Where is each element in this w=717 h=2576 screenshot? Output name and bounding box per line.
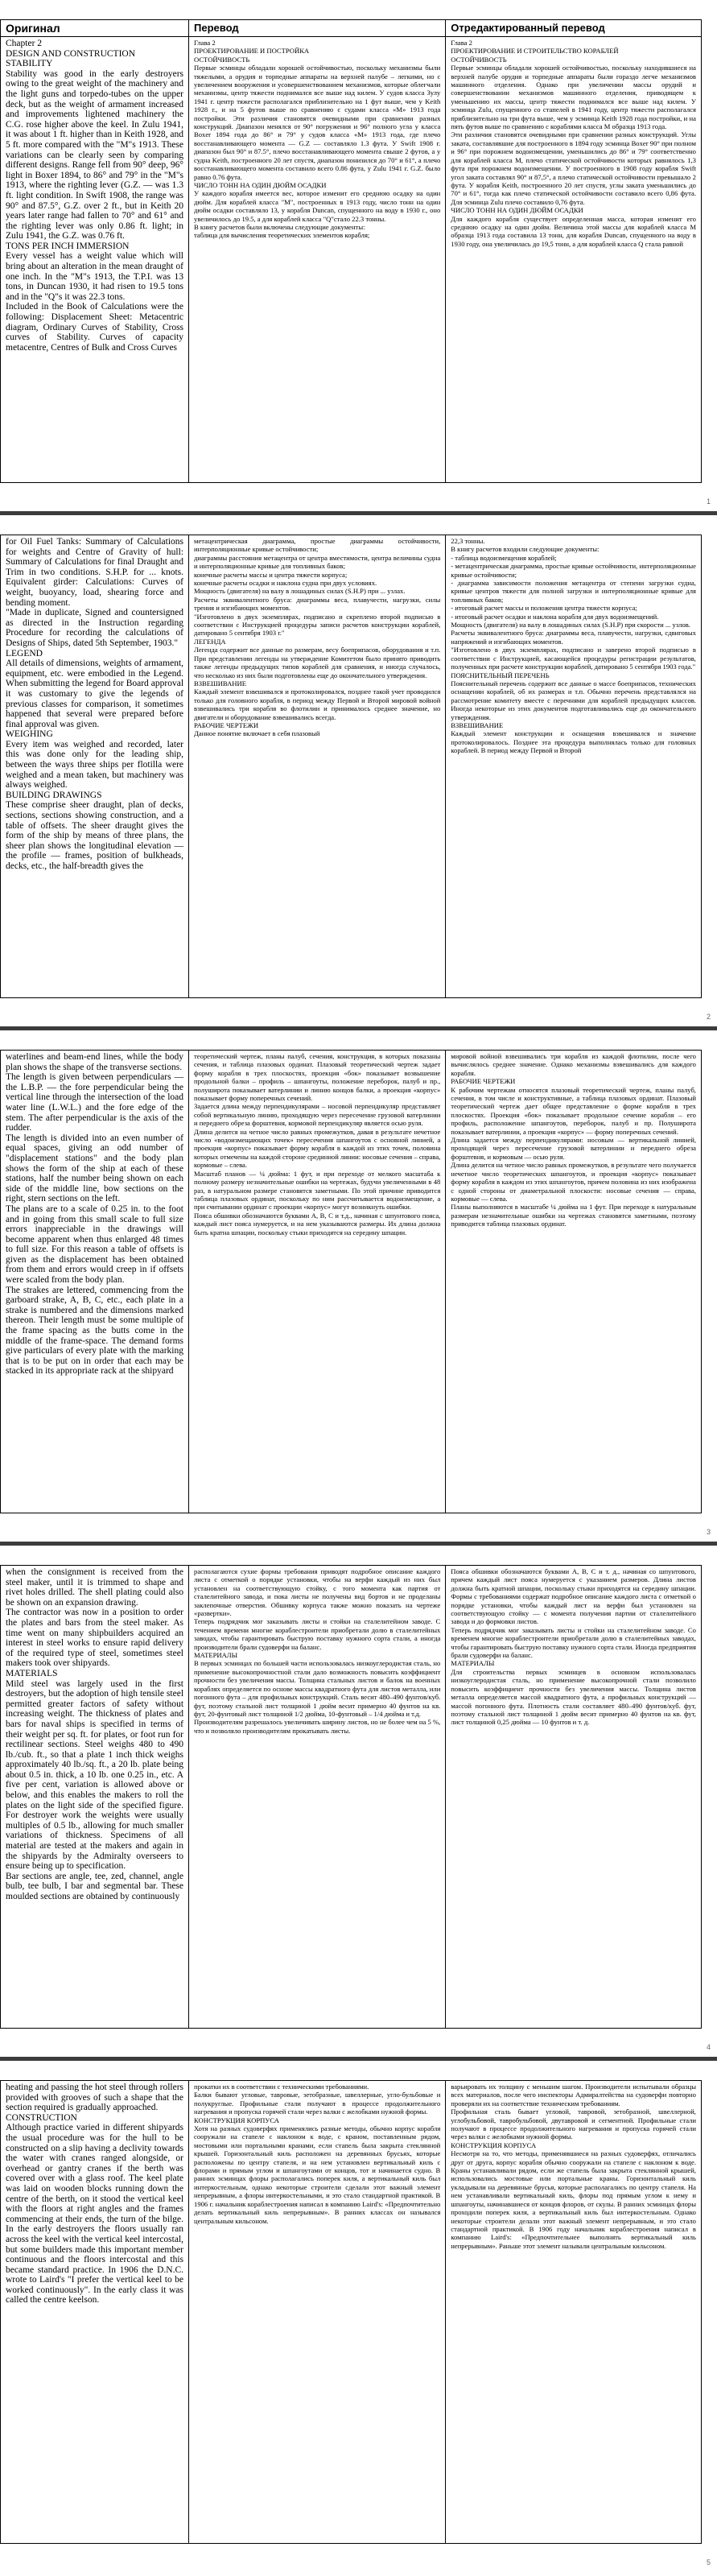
original-column [1,20,189,482]
page-number: 1 [706,497,711,506]
document-page-1 [0,0,717,515]
translation-column-header: Перевод [189,22,445,37]
edited-column [446,20,701,482]
original-column [1,1051,189,1513]
translation-text: метацентрическая диаграмма, простые диаграммы остойчивости, интерполяционные кривые остойчивости; диаграммы расстояния метацентра от центра вместимости, центра величины судна и интерполяционные кривые для топливных баков; конечные расчеты массы и центра тяжести корпуса; конечные расчеты осадки и наклона судна при двух условиях. Мощность (двигателя) на валу в лошадиных силах (S.H.P) при ... узлах. Расчеты эквивалентного бруса: диаграммы веса, плавучести, нагрузки, силы трения и изгибающих моментов. "Изготовлено в двух экземплярах, подписано и скреплено второй подписью в соответствии с Инструкцией процедуры записи расчетов конструкции кораблей, датировано 5 сентября 1903 г." ЛЕГЕНДА Легенда содержит все данные по размерам, весу боеприпасов, оборудования и т.п. При представлении легенды на утверждение Комитетом было принято приводить также легенды предыдущих типов кораблей для сравнения, и иногда случалось, что несколько из них были подготовлены еще до окончательного утверждения. ВЗВЕШИВАНИЕ Каждый элемент взвешивался и протоколировался, позднее такой учет проводился только для головного корабля, в период между Первой и Второй мировой войной взвешивались три корабля во флотилии и принималось среднее значение, но двигатели и оборудование взвешивались всегда. РАБОЧИЕ ЧЕРТЕЖИ Данное понятие включает в себя плазовый [194,537,441,738]
edited-text: Глава 2 ПРОЕКТИРОВАНИЕ И СТРОИТЕЛЬСТВО КОРАБЛЕЙ ОСТОЙЧИВОСТЬ Первые эсминцы обладали хорошей остойчивостью, поскольку находившиеся на верхней палубе орудия и торпедные аппараты были гораздо легче механизмов машинного отделения. Однако при увеличении массы орудий и совершенствовании механизмов машинного отделения, приводящем к уменьшению их массы, центр тяжести поднимался все выше над килем. У эсминца Zulu, спущенного со стапелей в 1941 году, центр тяжести располагался приблизительно на три фута выше, чем у эсминца Keith 1928 года постройки, и на пять футов выше по сравнению с кораблями класса M образца 1913 года. Эти различия становятся очевидными при сравнении разных конструкций. Углы заката, составлявшие для построенного в 1894 году эсминца Boxer 90° при полном и 96° при порожнем водоизмещении, уменьшились до 86° и 79° соответственно для кораблей класса M, плечо статической остойчивости которых равнялось 1,3 фута при порожнем водоизмещении. У построенного в 1908 году корабля Swift угол заката составлял 90° и 87,5°, а плечо статической остойчивости превышало 2 фута. У корабля Keith, построенного 20 лет спустя, углы заката уменьшились до 70° и 61°, тогда как плечо статической остойчивости составило всего 0,86 фута. Для эсминца Zulu плечо составило 0,76 фута. ЧИСЛО ТОНН НА ОДИН ДЮЙМ ОСАДКИ Для каждого корабля существует определенная масса, которая изменит его среднюю осадку на один дюйм. Величина этой массы для кораблей класса M образца 1913 года составила 13 тонн, для корабля Duncan, спущенного на воду в 1930 году, она увеличилась до 19,5 тонн, а для кораблей класса Q стала равной [451,39,696,248]
original-column-header: Оригинал [1,22,188,37]
document-page-2 [0,515,717,1030]
original-text: heating and passing the hot steel through rollers provided with grooves of such a shape that the section required is gradually approached. CONSTRUCTION Although practice varied in different shipyards the usual procedure was for the hull to be constructed on a slip having a declivity towards the water with cranes ranged alongside, or overhead or gantry cranes if the berth was covered over with a glass roof. The keel plate was laid on wooden blocks running down the centre of the berth, on it stood the vertical keel with the floors at right angles and the frames commencing at their ends, the turn of the bilge. In the early destroyers the floors usually ran across the keel with the vertical keel intercostal, but some builders made this important member continuous and the floors intercostal and this became standard practice. In 1906 the D.N.C. wrote to Laird's "I prefer the vertical keel to be worked continuously". In the early class it was called the centre keelson. [6,2083,184,2306]
edited-text: мировой войной взвешивались три корабля из каждой флотилии, после чего вычислялось среднее значение. Однако механизмы взвешивались для каждого корабля. РАБОЧИЕ ЧЕРТЕЖИ К рабочим чертежам относятся плазовый теоретический чертеж, планы палуб, сечения, в том числе и конструктивные, а таблица плазовых ординат. Плазовый теоретический чертеж дает общее представление о форме корабля в трех плоскостях. Проекция «бок» показывает продольное сечение корабля – его профиль, расположение шпангоутов, переборок, палуб и пр. Полуширота показывает ватерлинии, а проекция «корпус» — форму поперечных сечений. Длина задается между перпендикулярами: носовым — вертикальной линией, проходящей через пересечение грузовой ватерлинии и переднего обреза форштевня, и кормовым — осью руля. Длина делится на четное число равных промежутков, в результате чего получается нечетное число теоретических шпангоутов, и проекция «корпус» показывает форму корабля в каждом из этих шпангоутов, причем половина из них изображена с одной стороны от диаметральной плоскости: носовые сечения — справа, кормовые — слева. Планы выполняются в масштабе ¼ дюйма на 1 фут. При переходе к натуральным размерам незначительные ошибки на чертежах становятся заметными, поэтому приводится таблица плазовых ординат. [451,1052,696,1228]
translation-text: располагаются сухие формы требования приводят подробное описание каждого листа с отметкой о порядке установки, чтобы на верфи каждый из них был установлен на соответствующую стойку, с того момента как партия от сталелитейного завода, и пока листы не получены вид бортов и не проделаны заклепочные отверстия. Обшивку корпуса также можно показать на чертеже «развертки». Теперь подрядчик мог заказывать листы и стойки на сталелитейном заводе. С течением времени многие кораблестроители приобретали долю в сталелитейных заводах, чтобы гарантировать быструю поставку нужного сорта стали, а иногда производители брали судоверфи на баланс. МАТЕРИАЛЫ В первых эсминцах по большей части использовалась низкоуглеродистая сталь, но применение высокопрочностной стали дало возможность повысить коэффициент прочности без увеличения массы. Толщина стальных листов и балок на военных кораблях определяется по основе массы квадратного фута для листов металла, или погонного фута – для профильных конструкций. Сталь весит 480–490 фунтов/куб. фут, поэтому стальной лист толщиной 1 дюйм весит примерно 40 фунтов на кв. фут, 20-фунтовый лист толщиной 1/2 дюйма, 10-фунтовый – 1/4 дюйма и т.д. Производителям разрешалось увеличивать ширину листов, но не более чем на 5 %, что и позволяло производителям прокатывать листы. [194,1567,441,1735]
translation-text: прокатки их в соответствии с техническими требованиями. Балки бывают угловые, тавровые, зетобразные, швеллерные, угло-бульбовые и полукруглые. Профильные стали получают в процессе продолжительного нагревания и пропуска горячей стали через валки с желобками нужной формы. КОНСТРУКЦИЯ КОРПУСА Хотя на разных судоверфях применялись разные методы, обычно корпус корабля сооружали на стапеле с наклоном к воде, с краном, поставленным рядом, мостовыми или портальными кранами, если стапель была закрыта стеклянной крышей. Горизонтальный киль расположен на деревянных брусьях, которые расположены по центру стапеля, и на нем установлен вертикальный киль с флорами и прямым углом и шпангоутами от концов, тот и начинается судно. В ранних эсминцах флоры располагались поперек киля, а вертикальный киль был интеркостельным, однако некоторые строители сделали этот важный элемент непрерывным, а флоры интеркостельными, и это стало стандартной практикой. В 1906 г. начальник кораблестроения написал в компанию Laird's: «Предпочтительно делать вертикальный киль непрерывным». В ранних классах он назывался центральным кильсоном. [194,2083,441,2225]
translation-column [189,20,446,482]
original-text: when the consignment is received from the steel maker, until it is trimmed to shape and rivet holes drilled. The shell plating could also be shown on an expansion drawing. The contractor was now in a position to order the plates and bars from the steel maker. As time went on many shipbuilders acquired an interest in steel works to ensure rapid delivery of the required type of steel, sometimes steel makers took over shipyards. MATERIALS Mild steel was largely used in the first destroyers, but the adoption of high tensile steel permitted greater factors of safety without increasing weight. The thickness of plates and bars for naval ships is specified in terms of their weight per sq. ft. for plates, or foot run for rectilinear sections. Steel weighs 480 to 490 lb./cub. ft., so that a plate 1 inch thick weighs approximately 40 lb./sq. ft., a 20 lb. plate being about 0.5 in. thick, a 10 lb. one 0.25 in., etc. A five per cent, variation is allowed above or below, and this enables the makers to roll the plates on the light side of the specified figure. For destroyer work the weights were usually multiples of 0.5 lb., allowing for much smaller variations of thickness. Specimens of all material are tested at the makers and again in the shipyards by the Admiralty overseers to ensure being up to specification. Bar sections are angle, tee, zed, channel, angle bulb, tee bulb, I bar and segmental bar. These moulded sections are obtained by continuously [6,1567,184,1901]
page-number: 5 [706,2558,711,2566]
original-text: for Oil Fuel Tanks: Summary of Calculations for weights and Centre of Gravity of hull: Summary of Calculations for final Draught and Trim in two conditions. S.H.P. for ... knots. Equivalent girder: Calculations: Curves of weight, buoyancy, load, shearing force and bending moment. "Made in duplicate, Signed and countersigned as directed in the Instruction regarding Procedure for recording the calculations of Designs of Ships, dated 5th September, 1903." LEGEND All details of dimensions, weights of armament, equipment, etc. were embodied in the Legend. When submitting the legend for Board approval it was customary to give the legends of previous classes for comparison, it sometimes happened that several were prepared before final approval was given. WEIGHING Every item was weighed and recorded, later this was done only for the leading ship, between the ways three ships per flotilla were weighed and a mean taken, but machinery was always weighed. BUILDING DRAWINGS These comprise sheer draught, plan of decks, sections, sections showing construction, and a table of offsets. The sheer draught gives the form of the ship by means of three plans, the sheer plan shows the longitudinal elevation — the profile — frames, position of bulkheads, decks, etc., the half-breadth gives the [6,537,184,871]
page-number: 3 [706,1528,711,1536]
document-page-4 [0,1546,717,2061]
translation-column [189,1051,446,1513]
translation-table [0,535,702,998]
translation-text: Глава 2 ПРОЕКТИРОВАНИЕ И ПОСТРОЙКА ОСТОЙЧИВОСТЬ Первые эсминцы обладали хорошей остойчивостью, поскольку механизмы были тяжелыми, а орудия и торпедные аппараты на верхней палубе – легкими, но с увеличением вооружения и усовершенствованием механизмов, которые облегчали механизмы, центр тяжести поднимался все выше над килем. У судов класса Зулу 1941 г. центр тяжести располагался приблизительно на 1 фут выше, чем у Keith 1928 г., и на 5 футов выше по сравнению с судами класса «М» 1913 года постройки. Эти различия становятся очевидными при сравнении разных конструкций. Диапазон менялся от 90° погружения и 96° полного угла у класса Boxer 1894 года до 86° и 79° у судов класса «М» 1913 года, где плечо восстанавливающего момента — G.Z — составляло 1.3 фута. У Swift 1908 г. диапазон был 90° и 87.5°, плечо восстанавливающего момента свыше 2 футов, а у судна Keith, построенного 20 лет спустя, диапазон понизился до 70° и 61°, а плечо восстанавливающего момента составило всего 0.86 фута, у Zulu 1941 г. G.Z. было равно 0.76 фута. ЧИСЛО ТОНН НА ОДИН ДЮЙМ ОСАДКИ У каждого корабля имеется вес, которое изменит его среднюю осадку на один дюйм. Для кораблей класса "М", построенных в 1913 году, число тонн на один дюйм осадки составляло 13, у корабля Duncan, спущенного на воду в 1930 г., оно увеличилось до 19.5, а для кораблей класса "Q"стало 22.3 тонны. В книгу расчетов были включены следующие документы: таблица для вычисления теоретических элементов корабля; [194,39,441,240]
original-column [1,2081,189,2543]
page-number: 4 [706,2043,711,2051]
translation-column [189,535,446,997]
translation-table [0,19,702,483]
document-page-5 [0,2061,717,2576]
original-text: waterlines and beam-end lines, while the body plan shows the shape of the transverse sections. The length is given between perpendiculars — the L.B.P. — the fore perpendicular being the vertical line through the intersection of the load water line (L.W.L.) and the fore edge of the stem. The after perpendicular is the axis of the rudder. The length is divided into an even number of equal spaces, giving an odd number of "displacement stations" and the body plan shows the form of the ship at each of these stations, half the number being shown on each side of the middle line, bow sections on the right, stern sections on the left. The plans are to a scale of 0.25 in. to the foot and in going from this small scale to full size errors inappreciable in the drawings will become apparent when thus enlarged 48 times to full size. For this reason a table of offsets is given as the displacement has been obtained from them and errors would creep in if offsets were scaled from the body plan. The strakes are lettered, commencing from the garboard strake, A, B, C, etc., each plate in a strake is numbered and the dimensions marked thereon. Their length must be some multiple of the frame spacing as the butts come in the middle of the frame-space. The demand forms give particulars of every plate with the marking that is to be put on in order that each may be stacked in its appropriate rack at the shipyard [6,1052,184,1377]
original-text: Chapter 2 DESIGN AND CONSTRUCTION STABILITY Stability was good in the early destroyers owing to the great weight of the machinery and the light guns and torpedo-tubes on the upper deck, but as the weight of armament increased and improvements lightened machinery the C.G. rose higher above the keel. In Zulu 1941, it was about 1 ft. higher than in Keith 1928, and 5 ft. more compared with the "M"s 1913. These variations can be clearly seen by comparing different designs. Range fell from 90° deep, 96° light in Boxer 1894, to 86° and 79° in the "M"s 1913, where the righting lever (G.Z. — was 1.3 ft. light condition. In Swift 1908, the range was 90° and 87.5°, G.Z. over 2 ft., but in Keith 20 years later range had fallen to 70° and 61° and the righting lever was only 0.86 ft. light; in Zulu 1941, the G.Z. was 0.76 ft. TONS PER INCH IMMERSION Every vessel has a weight value which will bring about an alteration in the mean draught of one inch. In the "M"s 1913, the T.P.I. was 13 tons, in Duncan 1930, it had risen to 19.5 tons and in the "Q"s it was 22.3 tons. Included in the Book of Calculations were the following: Displacement Sheet: Metacentric diagram, Ordinary Curves of Stability, Cross curves of Stability. Curves of capacity metacentre, Centres of Bulk and Cross Curves [6,39,184,353]
edited-text: Пояса обшивки обозначаются буквами A, B, C и т. д., начиная со шпунтового, причем каждый лист пояса нумеруется с указанием размеров. Длина листов должна быть кратной шпации, поскольку стыки приходятся на середину шпации. Формы с требованиями содержат подробное описание каждого листа с отметкой о порядке установки, чтобы каждый лист на верфи был установлен на соответствующую стойку — с момента получения партии от сталелитейного завода и до формовки листов. Теперь подрядчик мог заказывать листы и стойки на сталелитейном заводе. Со временем многие кораблестроители приобретали долю в сталелитейных заводах, чтобы гарантировать быструю поставку нужного сорта стали. Иногда предприятия брали судоверфи на баланс. МАТЕРИАЛЫ Для строительства первых эсминцев в основном использовалась низкоуглеродистая сталь, но применение высокопрочной стали позволило повысить коэффициент прочности без увеличения массы. Толщина листов металла определяется массой квадратного фута, а профильных конструкций — массой погонного фута. Плотность стали составляет 480–490 фунтов/куб. фут, поэтому стальной лист толщиной 1 дюйм весит примерно 40 фунтов на кв. фут, лист толщиной 0,25 дюйма — 10 фунтов и т. д. [451,1567,696,1727]
translation-text: теоретический чертеж, планы палуб, сечения, конструкция, в которых показаны сечения, и таблица плазовых ординат. Плазовый теоретический чертеж задает форму корабля в трех плоскостях, проекция «бок» показывает возвышение продольной балки – профиль – шпангоуты, положение переборок, палуб и пр., полуширота показывает ватерлинии и линию концов балки, а проекция «корпус» показывает форму поперечных сечений. Задается длина между перпендикулярами – носовой перпендикуляр представляет собой вертикальную линию, проходящую через пересечение грузовой ватерлинии и переднего обреза форштевня, кормовой перпендикуляр является осью руля. Длина делится на четное число равных промежутков, давая в результате нечетное число «водоизмещающих точек» пересечения шпангоутов с основной линией, а проекция «корпус» показывает форму корабля в каждой из этих точек, половина которых отмечены на каждой стороне срединной линии: носовые сечения – справа, кормовые – слева. Масштаб планов — ¼ дюйма: 1 фут, и при переходе от мелкого масштаба к полному размеру незначительные ошибки на чертежах, будучи увеличенными в 48 раз, в натуральном размере становятся заметными. По этой причине приводится таблица плазовых ординат, поскольку по ним рассчитывается водоизмещение, а при считывании ординат с проекции «корпус» могут возникнуть ошибки. Пояса обшивки обозначаются буквами A, B, C и т.д., начиная с шпунтового пояса, каждый лист пояса нумеруется, и на нем указываются размеры. Их длина должна быть кратна шпации, поскольку стыки приходятся на середину шпации. [194,1052,441,1236]
edited-column [446,2081,701,2543]
edited-text: варьировать их толщину с меньшим шагом. Производители испытывали образцы всех материалов, после чего инспекторы Адмиралтейства на судоверфи повторно проверяли их на соответствие техническим требованиям. Профильная сталь бывает угловой, тавровой, зетобразной, швеллерной, углобульбовой, тавробульбовой, двутавровой и сегментной. Профильные стали получают в процессе продолжительного нагревания и пропуска горячей стали через валки с желобками нужной формы. КОНСТРУКЦИЯ КОРПУСА Несмотря на то, что методы, применявшиеся на разных судоверфях, отличались друг от друга, корпус корабля обычно сооружали на стапеле с наклоном к воде. Краны устанавливали рядом, если же стапель была закрыта стеклянной крышей, использовались мостовые или портальные краны. Горизонтальный киль укладывали на деревянные брусья, которые располагались по центру стапеля. На нем устанавливали вертикальный киль, флоры под прямым углом к нему и шпангоуты, начинавшиеся от концов флоров, от скулы. В ранних эсминцах флоры проходили поперек киля, а вертикальный киль был интеркостельным. Однако некоторые строители делали этот важный элемент непрерывным, и это стало стандартной практикой. В 1906 году начальник кораблестроения написал в компанию Laird's: «Предпочтительнее выполнять вертикальный киль непрерывным». Раньше этот элемент называли центральным кильсоном. [451,2083,696,2250]
page-number: 2 [706,1013,711,1021]
original-column [1,1566,189,2028]
edited-column [446,1051,701,1513]
translation-table [0,1565,702,2029]
edited-column [446,535,701,997]
edited-column-header: Отредактированный перевод [446,22,701,37]
edited-column [446,1566,701,2028]
translation-table [0,2080,702,2544]
edited-text: 22,3 тонны. В книгу расчетов входили следующие документы: - таблица водоизмещения кораблей; - метацентрическая диаграмма, простые кривые остойчивости, интерполяционные кривые остойчивости; - диаграмма зависимости положения метацентра от степени загрузки судна, кривые центров тяжести для полной загрузки и интерполяционные кривые для топливных баков; - итоговый расчет массы и положения центра тяжести корпуса; - итоговый расчет осадки и наклона корабля для двух водоизмещений. Мощность (двигателя) на валу в лошадиных силах (S.H.P) при скорости ... узлов. Расчеты эквивалентного бруса: диаграммы веса, плавучести, нагрузки, сдвиговых напряжений и изгибающих моментов. "Изготовлено в двух экземплярах, подписано и заверено второй подписью в соответствии с Инструкцией, касающейся процедуры регистрации результатов, полученных при расчете конструкции кораблей, датировано 5 сентября 1903 года." ПОЯСНИТЕЛЬНЫЙ ПЕРЕЧЕНЬ Пояснительный перечень содержит все данные о массе боеприпасов, технических оснащении кораблей, об их размерах и т.п. Обычно перечень представлялся на рассмотрение комитету вместе с перечнями для кораблей предыдущих классов. Иногда некоторые из этих документов подготавливались еще до окончательного утверждения. ВЗВЕШИВАНИЕ Каждый элемент конструкции и оснащения взвешивался и значение протоколировалось. Позднее эта процедура выполнялась только для головных кораблей. В период между Первой и Второй [451,537,696,755]
document-page-3 [0,1030,717,1546]
translation-column [189,1566,446,2028]
original-column [1,535,189,997]
translation-table [0,1050,702,1513]
translation-column [189,2081,446,2543]
